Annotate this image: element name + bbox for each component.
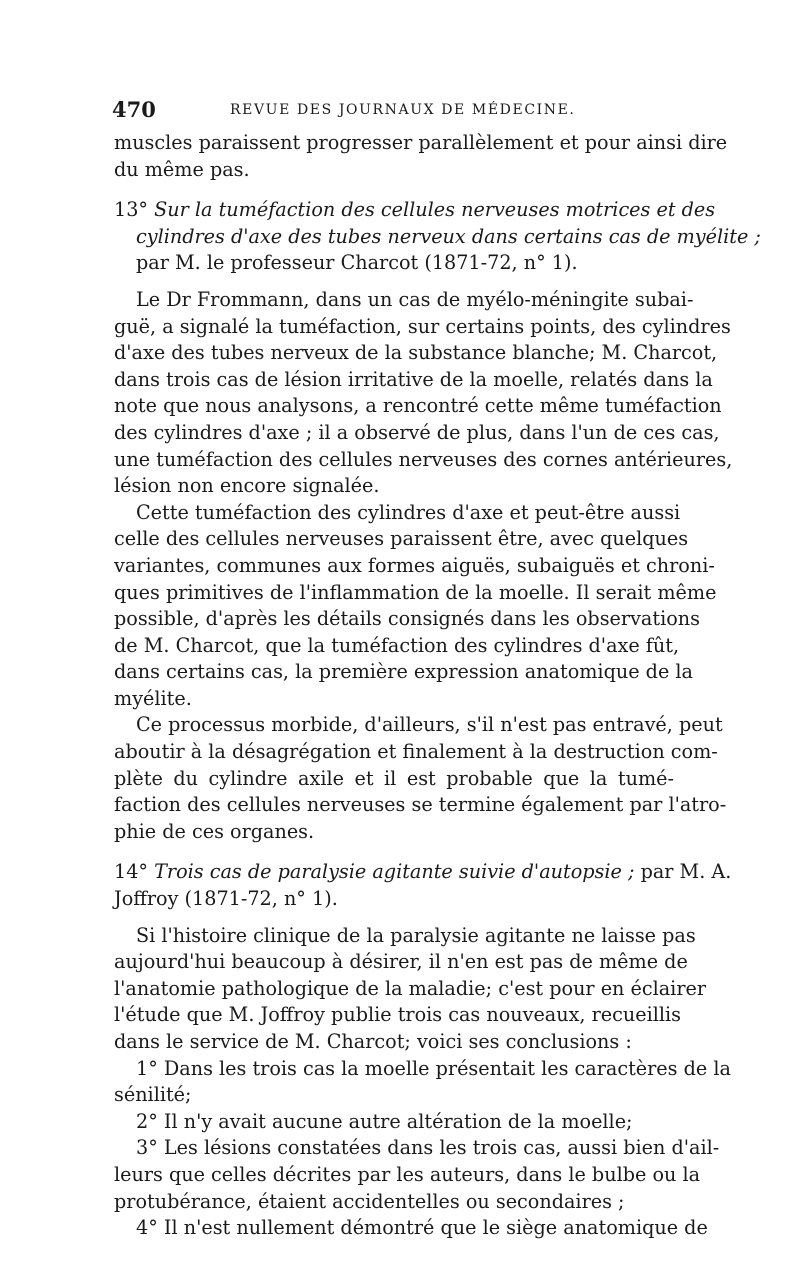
- text-line: protubérance, étaient accidentelles ou secondaires ;: [114, 1189, 625, 1213]
- heading-title-line: Sur la tuméfaction des cellules nerveuses motrices et des: [154, 198, 716, 222]
- text-line: une tuméfaction des cellules nerveuses des cornes antérieures,: [114, 447, 733, 471]
- text-line: 3° Les lésions constatées dans les trois cas, aussi bien d'ail-: [136, 1136, 720, 1160]
- conclusions-list: [114, 1056, 731, 1242]
- heading-line: [114, 197, 716, 224]
- paragraph: [114, 500, 717, 713]
- section-heading-14: [114, 859, 732, 912]
- heading-author: par M. le professeur Charcot (1871-72, n° 1).: [136, 251, 578, 275]
- text-line: Cette tuméfaction des cylindres d'axe et peut-être aussi: [136, 500, 681, 524]
- text-line: possible, d'après les détails consignés dans les observations: [114, 607, 700, 631]
- heading-line: [114, 859, 732, 886]
- conclusion-item: [114, 1056, 731, 1109]
- text-line: note que nous analysons, a rencontré cette même tuméfaction: [114, 394, 722, 418]
- page-number: 470: [112, 97, 156, 122]
- text-line: faction des cellules nerveuses se termine également par l'atro-: [114, 793, 727, 817]
- page-header: [112, 97, 692, 127]
- text-line: myélite.: [114, 686, 192, 710]
- heading-title: Trois cas de paralysie agitante suivie d'autopsie ;: [154, 860, 635, 884]
- text-line: dans certains cas, la première expression anatomique de la: [114, 660, 693, 684]
- section-heading-13: [114, 197, 761, 277]
- text-line: d'axe des tubes nerveux de la substance blanche; M. Charcot,: [114, 341, 718, 365]
- paragraph-continuation: [114, 130, 728, 183]
- text-line: sénilité;: [114, 1083, 192, 1107]
- heading-author-line: Joffroy (1871-72, n° 1).: [114, 887, 338, 911]
- text-line: lésion non encore signalée.: [114, 474, 380, 498]
- paragraph: [114, 287, 733, 500]
- heading-line: [114, 224, 761, 251]
- text-line: de M. Charcot, que la tuméfaction des cylindres d'axe fût,: [114, 633, 680, 657]
- text-line: 1° Dans les trois cas la moelle présentait les caractères de la: [136, 1056, 731, 1080]
- item-number: 13°: [114, 198, 149, 222]
- paragraph: [114, 712, 727, 845]
- text-line: ques primitives de l'inflammation de la moelle. Il serait même: [114, 580, 717, 604]
- text-line: plète du cylindre axile et il est probable que la tumé-: [114, 766, 674, 790]
- text-line: l'étude que M. Joffroy publie trois cas nouveaux, recueillis: [114, 1003, 682, 1027]
- text-line: dans le service de M. Charcot; voici ses conclusions :: [114, 1030, 632, 1053]
- text-line: l'anatomie pathologique de la maladie; c'est pour en éclairer: [114, 976, 707, 1000]
- conclusion-item: [114, 1215, 708, 1242]
- text-line: variantes, communes aux formes aiguës, subaiguës et chroni-: [114, 553, 715, 577]
- heading-title-line: cylindres d'axe des tubes nerveux dans certains cas de myélite ;: [136, 224, 761, 248]
- text-line: muscles paraissent progresser parallèlement et pour ainsi dire: [114, 131, 728, 154]
- text-line: des cylindres d'axe ; il a observé de plus, dans l'un de ces cas,: [114, 420, 720, 444]
- item-number: 14°: [114, 860, 149, 884]
- text-line: phie de ces organes.: [114, 819, 315, 843]
- text-line: Le Dr Frommann, dans un cas de myélo-méningite subai-: [136, 287, 694, 311]
- text-line: Ce processus morbide, d'ailleurs, s'il n'est pas entravé, peut: [136, 713, 723, 737]
- text-line: 4° Il n'est nullement démontré que le siège anatomique de: [136, 1216, 708, 1240]
- text-line: 2° Il n'y avait aucune autre altération de la moelle;: [136, 1109, 633, 1133]
- heading-author: par M. A.: [640, 860, 732, 884]
- conclusion-item: [114, 1135, 720, 1215]
- text-line: dans trois cas de lésion irritative de la moelle, relatés dans la: [114, 367, 713, 391]
- running-title: REVUE DES JOURNAUX DE MÉDECINE.: [230, 102, 576, 118]
- text-line: Si l'histoire clinique de la paralysie agitante ne laisse pas: [136, 923, 696, 947]
- text-line: guë, a signalé la tuméfaction, sur certains points, des cylindres: [114, 314, 731, 338]
- text-line: celle des cellules nerveuses paraissent être, avec quelques: [114, 527, 689, 551]
- body-text: [114, 130, 761, 1242]
- paragraph: [114, 923, 707, 1056]
- text-line: leurs que celles décrites par les auteurs, dans le bulbe ou la: [114, 1162, 701, 1186]
- conclusion-item: [114, 1109, 674, 1136]
- text-line: aujourd'hui beaucoup à désirer, il n'en est pas de même de: [114, 950, 688, 974]
- text-line: aboutir à la désagrégation et finalement à la destruction com-: [114, 740, 718, 764]
- text-line: du même pas.: [114, 157, 250, 181]
